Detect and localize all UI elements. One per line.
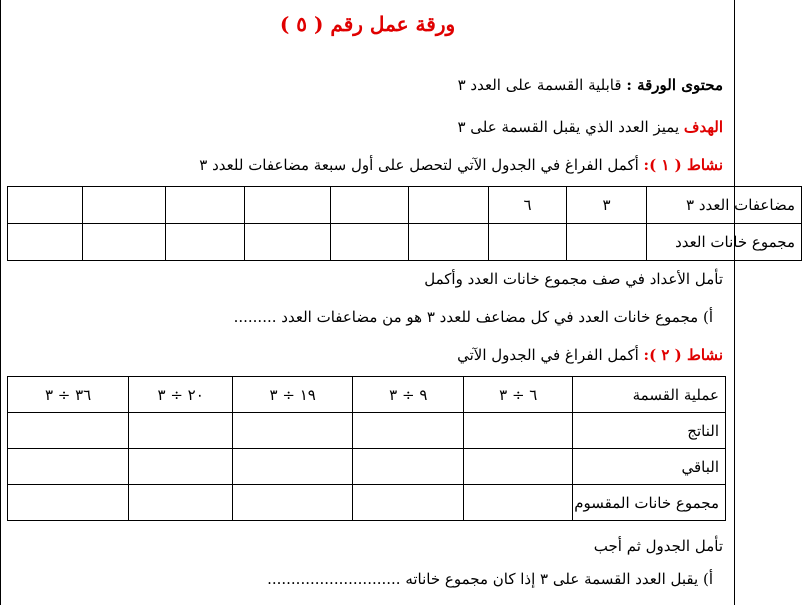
table-cell[interactable] — [409, 224, 489, 261]
table-cell[interactable] — [245, 224, 331, 261]
row-header: مضاعفات العدد ٣ — [647, 187, 802, 224]
table-cell[interactable] — [83, 224, 166, 261]
activity1-label: نشاط ( ١ ): — [643, 156, 723, 174]
division-header-row — [8, 377, 726, 413]
quotient-row — [8, 413, 726, 449]
goal-label: الهدف — [683, 118, 723, 136]
table-cell[interactable] — [245, 187, 331, 224]
table-cell[interactable] — [8, 187, 83, 224]
activity2-text: أكمل الفراغ في الجدول الآتي — [457, 346, 644, 364]
dividend-digit-sum-row — [8, 485, 726, 521]
worksheet-title: ورقة عمل رقم ( ٥ ) — [279, 12, 456, 36]
division-cell: ٩ ÷ ٣ — [353, 377, 464, 413]
table-cell[interactable] — [567, 224, 647, 261]
table-cell[interactable] — [331, 224, 409, 261]
table-cell[interactable] — [233, 485, 353, 521]
activity2-label: نشاط ( ٢ ): — [643, 346, 723, 364]
table-cell[interactable] — [489, 224, 567, 261]
table-cell[interactable] — [233, 449, 353, 485]
content-label: محتوى الورقة : — [626, 76, 723, 94]
reflect2-line: تأمل الجدول ثم أجب — [593, 537, 723, 555]
table-cell[interactable] — [8, 485, 129, 521]
division-cell: ٢٠ ÷ ٣ — [129, 377, 233, 413]
digit-sum-row — [8, 224, 802, 261]
table-cell[interactable] — [464, 485, 573, 521]
table-cell[interactable] — [83, 187, 166, 224]
conclusion1-line: أ) مجموع خانات العدد في كل مضاعف للعدد ٣ هو من مضاعفات العدد ......... — [233, 308, 713, 326]
table-cell[interactable] — [129, 449, 233, 485]
row-header: مجموع خانات العدد — [647, 224, 802, 261]
table-cell[interactable] — [129, 485, 233, 521]
table-cell[interactable]: ٣ — [567, 187, 647, 224]
table-cell[interactable] — [129, 413, 233, 449]
row-header: الباقي — [573, 449, 726, 485]
activity1-line — [8, 156, 723, 174]
activity1-text: أكمل الفراغ في الجدول الآتي لتحصل على أول سبعة مضاعفات للعدد ٣ — [199, 156, 644, 174]
multiples-row — [8, 187, 802, 224]
multiples-table — [7, 186, 802, 261]
table-cell[interactable] — [464, 413, 573, 449]
content-text: قابلية القسمة على العدد ٣ — [457, 76, 627, 94]
division-cell: ٦ ÷ ٣ — [464, 377, 573, 413]
table-cell[interactable] — [166, 187, 245, 224]
table-cell[interactable] — [166, 224, 245, 261]
goal-line — [8, 118, 723, 136]
division-cell: ٣٦ ÷ ٣ — [8, 377, 129, 413]
table-cell[interactable] — [8, 449, 129, 485]
row-header: الناتج — [573, 413, 726, 449]
table-cell[interactable] — [409, 187, 489, 224]
content-line — [8, 76, 723, 94]
goal-text: يميز العدد الذي يقبل القسمة على ٣ — [457, 118, 684, 136]
activity2-line — [8, 346, 723, 364]
table-cell[interactable] — [8, 224, 83, 261]
table-cell[interactable]: ٦ — [489, 187, 567, 224]
reflect1-line: تأمل الأعداد في صف مجموع خانات العدد وأكمل — [424, 270, 723, 288]
table-cell[interactable] — [353, 413, 464, 449]
table-cell[interactable] — [233, 413, 353, 449]
division-cell: ١٩ ÷ ٣ — [233, 377, 353, 413]
table-cell[interactable] — [353, 449, 464, 485]
table-cell[interactable] — [464, 449, 573, 485]
table-cell[interactable] — [8, 413, 129, 449]
table-cell[interactable] — [353, 485, 464, 521]
remainder-row — [8, 449, 726, 485]
row-header: مجموع خانات المقسوم — [573, 485, 726, 521]
row-header: عملية القسمة — [573, 377, 726, 413]
conclusion2-line: أ) يقبل العدد القسمة على ٣ إذا كان مجموع خاناته ............................ — [267, 570, 713, 588]
table-cell[interactable] — [331, 187, 409, 224]
division-table — [7, 376, 726, 521]
